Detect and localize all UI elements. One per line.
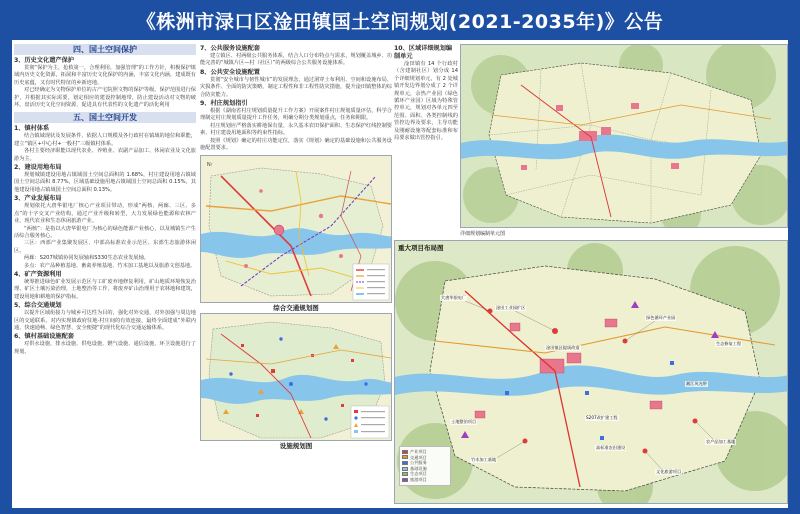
- project-label: 生态修复工程: [716, 341, 742, 346]
- project-label: 湘江风光带: [686, 381, 707, 386]
- subheading-transport: 5、综合交通规划: [14, 302, 62, 310]
- subheading-public-safety: 8、公共安全设施配置: [200, 68, 260, 76]
- project-label: S207改扩建工程: [586, 415, 618, 420]
- paragraph: 统筹推进绿色矿业发展示范区与工矿废弃地修复利用，矿山地质环境恢复治理、矿区土壤污染治理，土地整治等工作，将废弃矿山治理用于农林地和建筑，建设用地和耕地的保护指标。: [14, 278, 196, 300]
- legend-swatch: [402, 455, 408, 459]
- paragraph: 贯彻“安全城市与韧性城市”的发展理念，通过洞穿土布利用、空间和设施布局、灾损条件、全面的防灾策略，制定工程性和非工程性防灾措施，提升淦田镇整体的综合防灾能力。: [200, 76, 392, 98]
- left-border: [0, 40, 12, 514]
- paragraph: 各村主要经济职能以现代农业、养殖业、农副产品加工、休闲农业及文化旅游为主。: [14, 148, 196, 162]
- paragraph: 结合镇域现状及发展条件，依据人口规模及各行政村在镇域的地位和职能，建立“镇区+中心村+一般村”三级镇村体系。: [14, 133, 196, 147]
- major-projects-map: [394, 240, 788, 504]
- detailed-unit-text: [394, 44, 458, 142]
- detailed-unit-map-caption: 详细规划编制单元图: [460, 231, 506, 237]
- legend-swatch: [402, 461, 408, 465]
- project-label: 淦田工业园扩区: [496, 305, 526, 310]
- project-label: 文化旅游项目: [656, 469, 682, 474]
- subheading-village-planning: 9、村庄规划指引: [200, 100, 248, 108]
- subheading-public-service: 7、公共服务设施配套: [200, 45, 260, 52]
- column-protection-development: [14, 44, 196, 506]
- paragraph: 根据《湖南省村庄规划质量提升工作方案》开展案件村庄规划质量评估，科学合理制定村庄规划质量提升工作任务，明确分期分类规划重点，任务和期限。: [200, 108, 392, 122]
- paragraph: 两廊：S207城镇协同发展轴和S330生态农业发展轴。: [24, 255, 149, 262]
- project-label: 高标准农田建设: [596, 445, 626, 450]
- right-border: [788, 40, 800, 514]
- legend-item: 旅游项目: [402, 477, 448, 483]
- facilities-map: [200, 313, 392, 441]
- detailed-unit-map: [460, 44, 788, 228]
- subheading-detailed-units: 10、区域详细规划编制单元: [394, 45, 453, 60]
- subheading-industry: 3、产业发展布局: [14, 195, 62, 203]
- transport-map-caption: 综合交通规划图: [273, 304, 319, 313]
- paragraph: “两核”：是指以大唐华银电厂为核心的绿色能源产业核心，以及城镇生产生活综合服务核心。: [14, 225, 196, 239]
- subheading-mineral: 4、矿产资源利用: [14, 270, 62, 278]
- transport-map: [200, 155, 392, 303]
- column-detailed-planning: [394, 44, 788, 506]
- paragraph: 按照《规划》确定的村庄功能定位，落实《规划》确定的基础设施和公共服务设施配置要求。: [200, 137, 392, 152]
- column-services-maps: [200, 44, 392, 506]
- subheading-town-system: 1、镇村体系: [14, 125, 50, 133]
- paragraph: 对已经确定为文物保护单位的古产宅院照文物的保护等级，保护范围进行保护，并根据其实际需要，划定相应的建设控制地带，防止建设活动对文物的破坏。盘活历史文化空间资源，促进具有代表性的文化遗产的活化利用: [14, 87, 196, 109]
- legend-item: 交通项目: [402, 455, 448, 461]
- paragraph: 村庄规划应严格落实耕地保有量、永久基本农田保护面积、生态保护红线控制要素，村庄建设用地面积等约束性指标。: [200, 122, 392, 137]
- detailed-unit-section: [394, 44, 788, 240]
- facilities-map-caption: 设施规划图: [279, 442, 313, 451]
- project-label: 土地整治项目: [451, 419, 477, 424]
- legend-swatch: [402, 450, 408, 454]
- facilities-map-graphic: [201, 314, 392, 441]
- subheading-heritage: 3、历史文化遗产保护: [14, 57, 74, 64]
- subheading-land-use: 2、建设用地布局: [14, 164, 62, 172]
- section-heading-protection: 四、国土空间保护: [14, 44, 196, 55]
- legend-item: 基础设施: [402, 466, 448, 472]
- detailed-unit-map-graphic: [461, 45, 788, 228]
- project-label: 农产品加工基地: [706, 439, 736, 444]
- paragraph: 以提升区域衔接力与城乡可达性为目的，强化对外交通，对外加强与周边地区的交通联系，对内实现镇政府驻地·村庄间的有效连接，最终全面建成“外联内通、快速通畅、绿色智慧、安全便捷”的现代化综合交通运输体系。: [14, 310, 196, 331]
- paragraph: 建立镇区、村两级公共服务体系，结合人口分布特点与需求，规划覆盖城乡、功能完善的“城镇片区—村（社区）”的两级综合公共服务设施体系。: [200, 53, 392, 67]
- legend-swatch: [402, 467, 408, 471]
- paragraph: 贯彻“保护为主，抢救第一，合理利用，加强管理”的工作方针，积极保护镇域内历史文化资源，拓展和丰富历史文化保护的内涵，丰富文化内涵，建成既有历史底蕴，又有时代特征的乡新迹地。: [14, 65, 196, 86]
- legend-swatch: [402, 472, 408, 476]
- project-label: 绿色循环产业园: [646, 315, 676, 320]
- paragraph: 三区：西部产业集聚发展区、中部高标准农业示范区、东部生态旅游休闲区。: [14, 240, 196, 254]
- subheading-infrastructure: 6、镇村基础设施配套: [14, 333, 74, 341]
- project-label: 淦田镇区提质改造: [546, 345, 580, 350]
- major-projects-map-graphic: [395, 241, 788, 504]
- paragraph: 多点：农产品种植基地、畜禽养殖基地、竹木加工基地以及旅游文创基地。: [24, 262, 196, 269]
- legend-item: 生态项目: [402, 471, 448, 477]
- title-bar: [0, 0, 800, 40]
- legend-swatch: [402, 478, 408, 482]
- project-label: 竹木加工基地: [471, 457, 497, 462]
- legend-item: 公共服务: [402, 460, 448, 466]
- legend-item: 产业项目: [402, 449, 448, 455]
- section-heading-development: 五、国土空间开发: [14, 112, 196, 123]
- project-label: 大唐华银电厂: [441, 295, 467, 300]
- major-projects-map-title: 重大项目布局图: [398, 244, 444, 252]
- paragraph: 规划城镇建设用地占镇域国土空间总面积的 1.68%，村庄建设用地占镇域国土空间总面积 8.77%，区域基础设施用地占镇域国土空间总面积 0.15%，其他建设用地占镇域国土空间总面积 0.13%。: [14, 172, 196, 193]
- page-title: 《株洲市渌口区淦田镇国土空间规划(2021-2035年)》公告: [136, 10, 664, 33]
- bottom-border: [0, 508, 800, 514]
- major-projects-legend: [399, 446, 451, 486]
- paragraph: 对供水设施、排水设施、供电设施、燃气设施、通信设施、环卫设施进行了规划。: [14, 341, 196, 355]
- paragraph: 淦田镇有 14 个行政村（含建制社区）划分成 14 个详细规划单元，有 2 处城镇开发边界划分成了 2 个详规单元，余热产业园（绿色循环产业园）区域为特殊管控单元，规划对各单元四至范围、面积、各类控制线的管控边界及要求，主导功能及刚耐设施等配套标准和布局要求做出管控指引。: [394, 61, 458, 142]
- transport-map-graphic: [201, 156, 392, 303]
- paragraph: 规划依托大唐华银电厂核心产业项目带动，形成“两核、两廊、三区、多点”的十字交叉产业结构，通过产业升级和转型，大力发展绿色能源和农林产业，现代农业和生态休闲旅游产业。: [14, 203, 196, 225]
- svg-text:N↑: N↑: [207, 162, 214, 169]
